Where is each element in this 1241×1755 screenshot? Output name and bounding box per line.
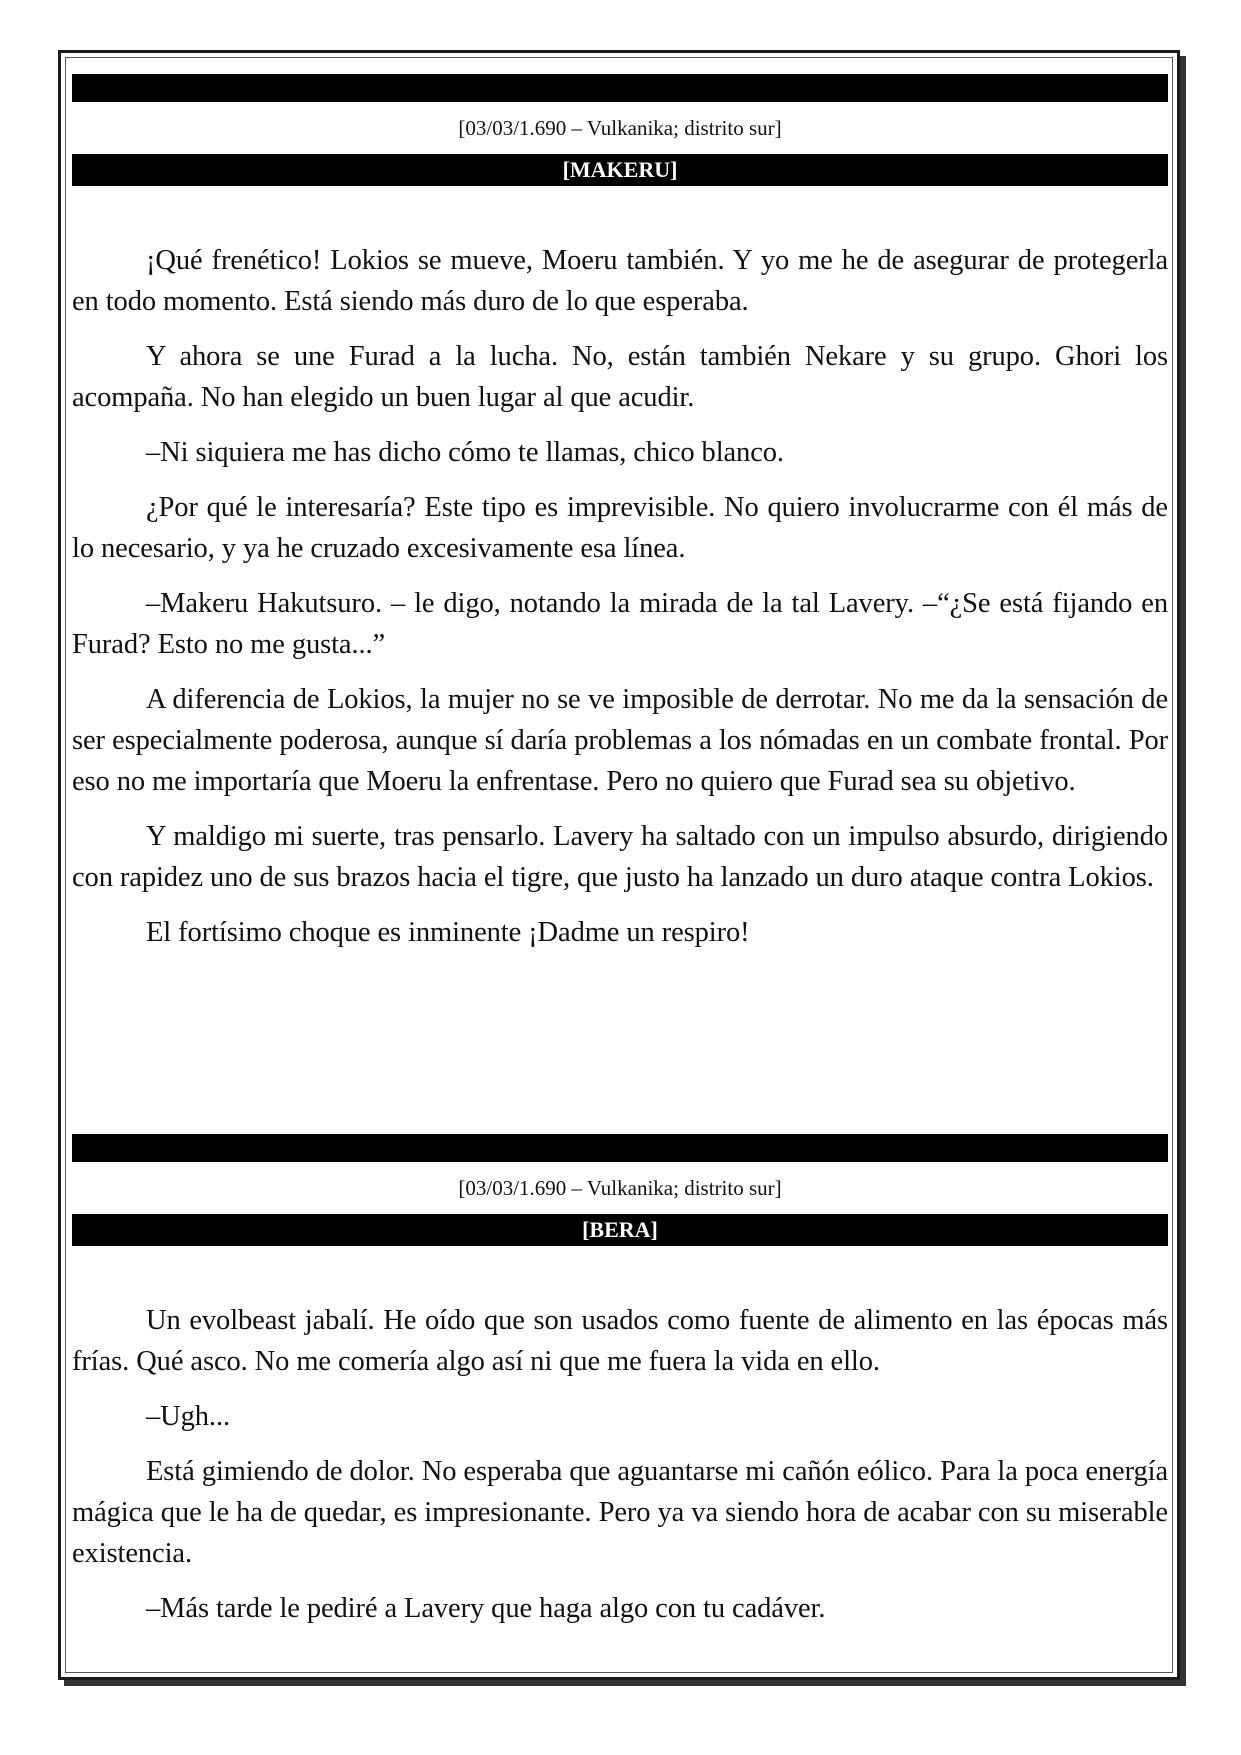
paragraph: Y maldigo mi suerte, tras pensarlo. Lavery ha saltado con un impulso absurdo, dirigiendo con rapidez uno de sus brazos hacia el tigre, que justo ha lanzado un duro ataque contra Lokios.: [72, 821, 1168, 893]
paragraph: El fortísimo choque es inminente ¡Dadme un respiro!: [146, 917, 750, 948]
paragraph: –Ni siquiera me has dicho cómo te llamas, chico blanco.: [146, 437, 784, 468]
scene-body: [72, 240, 1168, 953]
scene-body: [72, 1300, 1168, 1629]
paragraph: A diferencia de Lokios, la mujer no se ve imposible de derrotar. No me da la sensación de ser especialmente poderosa, aunque sí daría problemas a los nómadas en un combate frontal. Por eso no me importaría que Moeru la enfrentase. Pero no quiero que Furad sea su objetivo.: [72, 684, 1168, 797]
scene-section-makeru: [72, 74, 1168, 967]
paragraph: ¡Qué frenético! Lokios se mueve, Moeru también. Y yo me he de asegurar de protegerla en todo momento. Está siendo más duro de lo que esperaba.: [72, 245, 1168, 317]
character-header: [MAKERU]: [72, 154, 1168, 186]
paragraph: Está gimiendo de dolor. No esperaba que aguantarse mi cañón eólico. Para la poca energía mágica que le ha de quedar, es impresionante. Pero ya va siendo hora de acabar con su miserable existencia.: [72, 1456, 1168, 1569]
paragraph: Un evolbeast jabalí. He oído que son usados como fuente de alimento en las épocas más frías. Qué asco. No me comería algo así ni que me fuera la vida en ello.: [72, 1305, 1168, 1377]
scene-section-bera: [72, 1134, 1168, 1643]
paragraph: –Ugh...: [146, 1401, 231, 1432]
paragraph: Y ahora se une Furad a la lucha. No, están también Nekare y su grupo. Ghori los acompaña. No han elegido un buen lugar al que acudir.: [72, 341, 1168, 413]
section-top-bar: [72, 74, 1168, 102]
section-top-bar: [72, 1134, 1168, 1162]
character-header: [BERA]: [72, 1214, 1168, 1246]
scene-date: [03/03/1.690 – Vulkanika; distrito sur]: [458, 116, 782, 140]
scene-date: [03/03/1.690 – Vulkanika; distrito sur]: [458, 1176, 782, 1200]
paragraph: –Makeru Hakutsuro. – le digo, notando la mirada de la tal Lavery. –“¿Se está fijando en Furad? Esto no me gusta...”: [72, 588, 1168, 660]
paragraph: ¿Por qué le interesaría? Este tipo es imprevisible. No quiero involucrarme con él más de lo necesario, y ya he cruzado excesivamente esa línea.: [72, 492, 1168, 564]
paragraph: –Más tarde le pediré a Lavery que haga algo con tu cadáver.: [146, 1593, 826, 1624]
